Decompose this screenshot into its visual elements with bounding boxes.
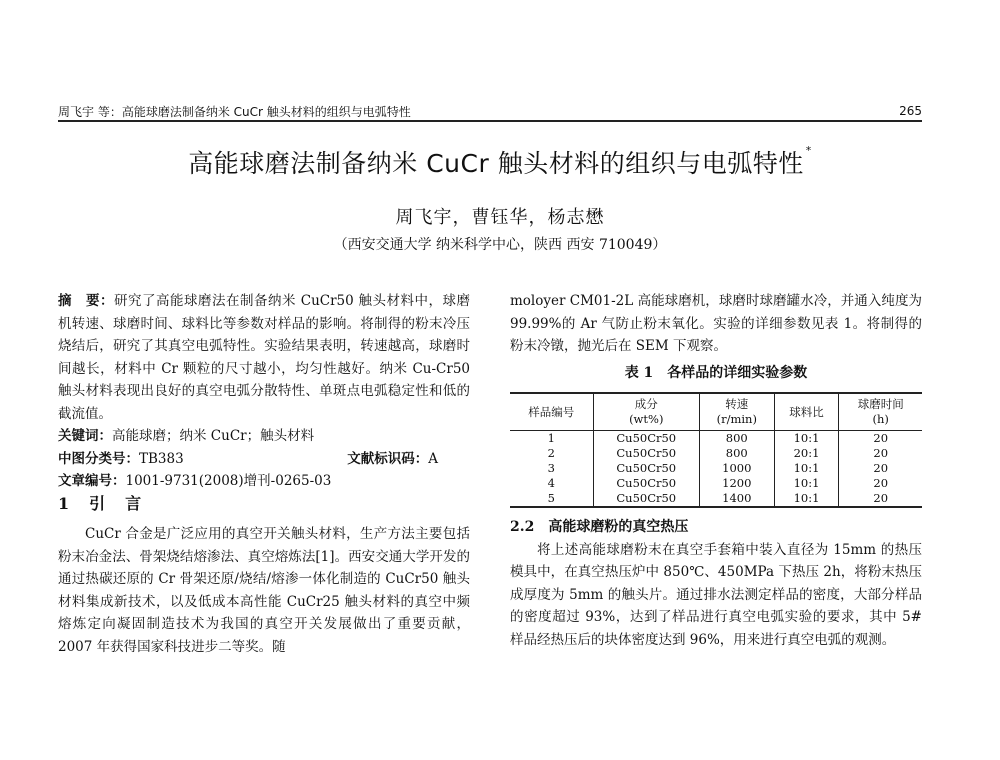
keywords-label: 关键词： — [58, 428, 112, 444]
table-cell: 800 — [700, 446, 775, 461]
clc-value: TB383 — [139, 450, 184, 467]
paper-authors: 周飞宇，曹钰华，杨志懋 — [395, 207, 605, 228]
abstract-text: 研究了高能球磨法在制备纳米 CuCr50 触头材料中，球磨机转速、球磨时间、球料比等参数对样品的影响。将制得的粉末冷压烧结后，研究了其真空电弧特性。实验结果表明，转速越高，球磨时间越长，材料中 Cr 颗粒的尺寸越小，均匀性越好。纳米 Cu-Cr50 触头材料表现出良好的真空电弧分散特性、单斑点电弧稳定性和低的截流值。 — [58, 293, 471, 422]
clc-label: 中图分类号： — [58, 450, 139, 467]
section-heading-intro: 1 引 言 — [58, 493, 144, 513]
classification-row — [58, 448, 438, 471]
header-cell — [839, 393, 922, 431]
methods-paragraph: moloyer CM01-2L 高能球磨机，球磨时球磨罐水冷，并通入纯度为 99.99%的 Ar 气防止粉末氧化。实验的详细参数见表 1。将制得的粉末冷镦，抛光后在 SEM 下观察。 — [510, 293, 922, 354]
table-cell: 1000 — [700, 461, 775, 476]
table-row — [510, 491, 922, 507]
doc-label: 文献标识码： — [347, 450, 429, 467]
title-footnote-mark: * — [805, 144, 812, 157]
keywords — [58, 425, 470, 448]
header-label: 成分 — [634, 397, 658, 411]
table-cell: 10:1 — [774, 476, 839, 491]
table-cell: 800 — [700, 431, 775, 447]
header-label: 转速 — [725, 397, 749, 411]
hot-press-paragraph: 将上述高能球磨粉末在真空手套箱中装入直径为 15mm 的热压模具中，在真空热压炉中 850℃、450MPa 下热压 2h，将粉末热压成厚度为 5mm 的触头片。通过排水法测定样品的密度，大部分样品的密度超过 93%，达到了样品进行真空电弧实验的要求，其中 5# 样品经热压后的块体密度达到 96%，用来进行真空电弧的观测。 — [510, 541, 922, 648]
table-cell: Cu50Cr50 — [593, 431, 699, 447]
header-unit: (h) — [872, 412, 889, 426]
header-unit: (wt%) — [629, 412, 664, 426]
subsection-heading: 2.2 高能球磨粉的真空热压 — [510, 519, 689, 535]
abstract-label: 摘 要： — [58, 293, 114, 309]
table-cell: 20 — [839, 461, 922, 476]
table-cell: Cu50Cr50 — [593, 476, 699, 491]
article-no-value: 1001-9731(2008)增刊-0265-03 — [125, 473, 332, 489]
left-column — [58, 290, 470, 658]
article-no-label: 文章编号： — [58, 473, 126, 489]
table-cell: 20 — [839, 446, 922, 461]
table-cell: Cu50Cr50 — [593, 461, 699, 476]
table-cell: 10:1 — [774, 491, 839, 507]
header-cell — [510, 393, 593, 431]
table-row — [510, 446, 922, 461]
table-cell: 1 — [547, 431, 555, 445]
header-label: 球料比 — [789, 404, 824, 419]
table-cell: 10:1 — [774, 431, 839, 447]
paper-title-text: 高能球磨法制备纳米 CuCr 触头材料的组织与电弧特性 — [188, 149, 804, 178]
table-header-row — [510, 393, 922, 431]
header-cell — [593, 393, 699, 431]
paper-affiliation: （西安交通大学 纳米科学中心，陕西 西安 710049） — [333, 237, 667, 253]
article-number — [58, 470, 470, 493]
table-cell: 4 — [547, 476, 555, 490]
right-column — [510, 290, 922, 651]
abstract — [58, 290, 470, 425]
table-cell: 3 — [547, 461, 555, 475]
table-cell: 20 — [839, 491, 922, 507]
running-head: 周飞宇 等：高能球磨法制备纳米 CuCr 触头材料的组织与电弧特性 — [58, 105, 411, 119]
document-code — [347, 448, 438, 471]
table-row — [510, 476, 922, 491]
header-cell — [700, 393, 775, 431]
header-label: 球磨时间 — [857, 397, 904, 411]
table-caption: 表 1 各样品的详细实验参数 — [624, 364, 808, 381]
table-cell: 20:1 — [774, 446, 839, 461]
clc-number — [58, 448, 184, 471]
table-cell: 20 — [839, 431, 922, 447]
paper-title — [0, 144, 1000, 180]
intro-paragraph: CuCr 合金是广泛应用的真空开关触头材料，生产方法主要包括粉末冶金法、骨架烧结熔渗法、真空熔炼法[1]。西安交通大学开发的通过热碳还原的 Cr 骨架还原/烧结/熔渗一体化制造的 CuCr50 触头材料集成新技术，以及低成本高性能 CuCr25 触头材料的真空中频熔炼定向凝固制造技术为我国的真空开关发展做出了重要贡献，2007 年获得国家科技进步二等奖。随 — [58, 526, 470, 655]
table-cell: 1200 — [700, 476, 775, 491]
table-cell: Cu50Cr50 — [593, 491, 699, 507]
doc-value: A — [428, 450, 438, 467]
table-cell: Cu50Cr50 — [593, 446, 699, 461]
table-cell: 10:1 — [774, 461, 839, 476]
header-rule — [58, 120, 922, 122]
table-row — [510, 461, 922, 476]
header-unit: (r/min) — [716, 412, 757, 426]
table-cell: 1400 — [700, 491, 775, 507]
table-cell: 20 — [839, 476, 922, 491]
header-cell — [774, 393, 839, 431]
table-cell: 2 — [547, 446, 555, 460]
table-row — [510, 431, 922, 447]
table-cell: 5 — [510, 491, 593, 507]
keywords-text: 高能球磨；纳米 CuCr；触头材料 — [112, 428, 315, 444]
parameters-table — [510, 392, 922, 508]
page-number: 265 — [899, 104, 922, 118]
header-label: 样品编号 — [528, 404, 575, 419]
